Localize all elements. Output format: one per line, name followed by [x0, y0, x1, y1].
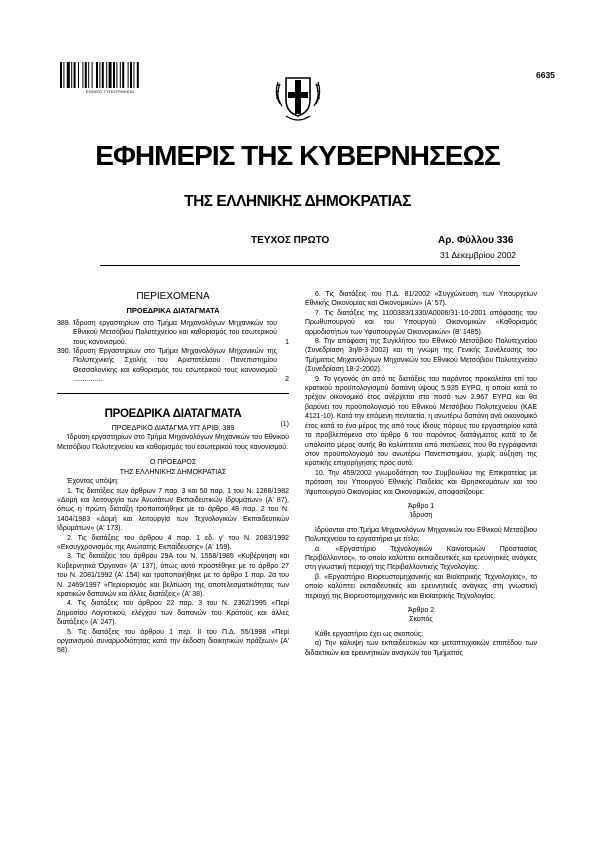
toc-item-text: Ίδρυση Εργαστηρίων στο Τμήμα Μηχανολόγων Μηχανικών της Πολυτεχνικής Σχολής του Αριστοτέλειου Πανεπιστημίου Θεσσαλονίκης και καθορισμός του εσωτερικού τους κανονισμού ...............: [73, 348, 277, 384]
paragraph: 6. Τις διατάξεις του Π.Δ. 81/2002 «Συγχώνευση των Υπουργείων Εθνικής Οικονομίας και Οικονομικών» (Α' 57).: [305, 291, 537, 308]
barcode-caption: ΕΘΝΙΚΟ ΤΥΠΟΓΡΑΦΕΙΟ: [85, 89, 135, 94]
paragraph: 8. Την απόφαση της Συγκλήτου του Εθνικού Μετσόβιου Πολυτεχνείου (Συνεδρίαση 3η/8-3-2002) και τη γνώμη της Γενικής Συνέλευσης του Τμήματος Μηχανολόγων Μηχανικών του Εθνικού Μετσόβιου Πολυτεχνείου (Συνεδρίαση 18-2-2002).: [305, 338, 537, 374]
article-2-title: Άρθρο 2: [407, 607, 435, 614]
paragraph: 4. Τις διατάξεις του άρθρου 22 παρ. 3 του Ν. 2362/1995 «Περί Δημοσίου Λογιστικού, ελέγχου των δαπανών του Κράτους και άλλες διατάξεις» (Α' 247).: [57, 600, 289, 627]
toc-item-text: Ίδρυση εργαστηρίων στο Τμήμα Μηχανολόγων Μηχανικών του Εθνικού Μετσόβιου Πολυτεχνείου και καθορισμός του εσωτερικού τους κανονισμού.: [73, 319, 277, 346]
paragraph: 3. Τις διατάξεις του άρθρου 29Α του Ν. 1558/1985 «Κυβέρνηση και Κυβερνητικά Όργανα» (Α' 137), όπως αυτό προστέθηκε με το άρθρο 27 του Ν. 2081/1992 (Α' 154) και τροποποιήθηκε με το άρθρο 1 παρ. 2α του Ν. 2469/1997 «Περιορισμός και βελτίωση της αποτελεσματικότητας των κρατικών δαπανών και άλλες διατάξεις» (Α' 38).: [57, 553, 289, 598]
paragraph: 7. Τις διατάξεις της 1100383/1330/Α0006/31-10-2001 απόφασης του Πρωθυπουργού και του Υπουργού Οικονομικών «Καθορισμός αρμοδιοτήτων των Υφυπουργών Οικονομικών» (Β' 1485).: [305, 309, 537, 336]
president-title: Ο ΠΡΟΕΔΡΟΣ: [149, 459, 197, 467]
paragraph: Κάθε εργαστήριο έχει ως σκοπούς:: [315, 630, 424, 638]
paragraph: 2. Τις διατάξεις του άρθρου 4 παρ. 1 εδ. γ' του Ν. 2083/1992 «Εκσυγχρονισμός της Ανώτατης Εκπαίδευσης» (Α' 159).: [57, 534, 289, 551]
left-column: [57, 292, 289, 656]
header-divider: [100, 265, 520, 266]
paragraph: 10. Την 459/2002 γνωμοδότηση του Συμβουλίου της Επικρατείας με πρόταση του Υπουργού Εθνικής Παιδείας και Θρησκευμάτων και του Υφυπουργού Οικονομίας και Οικονομικών, αποφασίζουμε:: [305, 469, 537, 496]
barcode: [60, 62, 160, 88]
toc-item-page: 2: [285, 376, 289, 384]
issue-date: 31 Δεκεμβρίου 2002: [440, 250, 517, 260]
paragraph: 5. Τις διατάξεις του άρθρου 1 περ. ΙΙ του Π.Δ. 55/1998 «Περί οργανισμού συναρμοδιότητας κατά την έκδοση διοικητικών πράξεων» (Α' 58).: [57, 628, 289, 655]
paragraph: β. «Εργαστήριο Βιορευστομηχανικής και Βιοϊατρικής Τεχνολογίας», το οποίο καλύπτει εκπαιδευτικές και ερευνητικές ανάγκες στη γνωστική περιοχή της Βιορευστομηχανικής και Βιοϊατρικής Τεχνολογίας.: [305, 573, 537, 600]
issue-label: ΤΕΥΧΟΣ ΠΡΩΤΟ: [251, 235, 330, 246]
page-number: 6635: [536, 70, 555, 80]
toc-item: [57, 347, 289, 385]
toc-item-page: 1: [285, 338, 289, 346]
article-1-title: Άρθρο 1: [407, 502, 435, 510]
decrees-heading: ΠΡΟΕΔΡΙΚΑ ΔΙΑΤΑΓΜΑΤΑ: [104, 407, 242, 420]
footnote-mark: (1): [280, 420, 289, 428]
contents-heading: ΠΕΡΙΕΧΟΜΕΝΑ: [136, 291, 210, 302]
having-in-view: Έχοντας υπόψη:: [67, 478, 119, 486]
paragraph: 1. Τις διατάξεις των άρθρων 7 παρ. 3 και 50 παρ. 1 του Ν. 1268/1982 «Δομή και λειτουργία των Ανωτάτων Εκπαιδευτικών Ιδρυμάτων» (Α' 87), όπως η πρώτη διάταξη τροποποιήθηκε με το άρθρο 48 παρ. 2 του Ν. 1404/1983 «Δομή και λειτουργία των Τεχνολογικών Εκπαιδευτικών Ιδρυμάτων» (Α' 173).: [57, 487, 289, 533]
right-column: [305, 290, 537, 658]
president-republic: ΤΗΣ ΕΛΛΗΝΙΚΗΣ ΔΗΜΟΚΡΑΤΙΑΣ: [119, 468, 227, 476]
sheet-number: Αρ. Φύλλου 336: [438, 235, 514, 246]
article-1-subtitle: Ίδρυση: [409, 512, 433, 520]
paragraph: α) Την κάλυψη των εκπαιδευτικών και μεταπτυχιακών επιπέδου των διδακτικών και ερευνητικών αναγκών του Τμήματος: [305, 640, 537, 657]
decree-subject: Ίδρυση εργαστηρίων στο Τμήμα Μηχανολόγων Μηχανικών του Εθνικού Μετσόβιου Πολυτεχνείου και καθορισμός του εσωτερικού τους κανονισμού.: [57, 434, 289, 451]
toc-item-number: 390.: [57, 348, 71, 356]
decree-number: ΠΡΟΕΔΡΙΚΟ ΔΙΑΤΑΓΜΑ ΥΠ' ΑΡΙΘ. 389: [111, 425, 235, 433]
paragraph: 9. Το γεγονός ότι από τις διατάξεις του παρόντος προκαλείται επί του κρατικού προϋπολογισμού δαπάνη ύψους 5.935 ΕΥΡΩ, η οποία κατά το τρέχον οικονομικό έτος ανέρχεται στο ποσό των 2.967 ΕΥΡΩ και θα βαρύνει τον προϋπολογισμό του Εθνικού Μετσόβιου Πολυτεχνείου (ΚΑΕ 4121-10). Κατά την επόμενη πενταετία, η ανωτέρω δαπάνη ανά οικονομικό έτος κατά το ένα μέρος της από τους ίδιους πόρους του εργαστηρίου κατά τα προβλεπόμενα στο άρθρο 6 του παρόντος διατάγματος κατά το δε υπόλοιπο μέρος αυτής θα καλύπτεται από πιστώσεις που θα εγγράφονται στον προϋπολογισμό του ανωτέρω Πανεπιστημίου, χωρίς αύξηση της κρατικής επιχορήγησης προς αυτό.: [305, 375, 537, 468]
toc-item: [57, 319, 289, 347]
contents-subheading: ΠΡΟΕΔΡΙΚΑ ΔΙΑΤΑΓΜΑΤΑ: [126, 306, 220, 316]
paragraph: Ιδρύονται στο Τμήμα Μηχανολόγων Μηχανικών του Εθνικού Μετσόβιου Πολυτεχνείου τα εργαστήρια με τίτλο:: [305, 526, 537, 544]
gazette-subtitle: ΤΗΣ ΕΛΛΗΝΙΚΗΣ ΔΗΜΟΚΡΑΤΙΑΣ: [184, 193, 411, 210]
gazette-title: ΕΦΗΜΕΡΙΣ ΤΗΣ ΚΥΒΕΡΝΗΣΕΩΣ: [95, 140, 500, 171]
contents-divider: [57, 393, 289, 394]
article-2-subtitle: Σκοπός: [409, 616, 433, 624]
toc-item-number: 389.: [57, 319, 71, 327]
coat-of-arms-icon: [270, 66, 326, 126]
paragraph: α. «Εργαστήριο Τεχνολογικών Καινοτομιών Προστασίας Περιβάλλοντος», το οποίο καλύπτει εκπαιδευτικές και ερευνητικές ανάγκες στη γνωστική περιοχή της Περιβαλλοντικής Τεχνολογίας.: [305, 545, 537, 572]
